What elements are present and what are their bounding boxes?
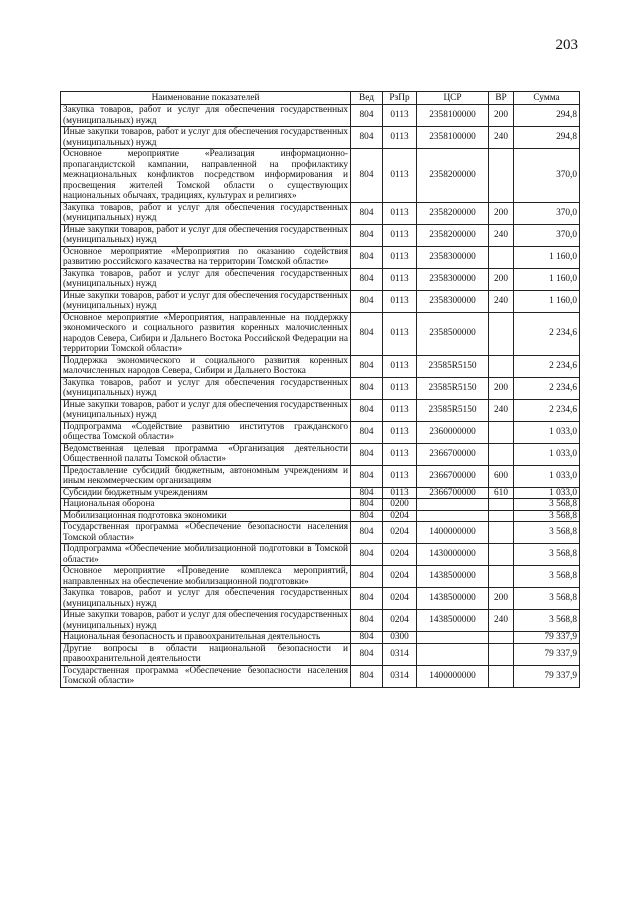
header-rzpr: РзПр: [383, 92, 417, 105]
table-row: [61, 632, 580, 644]
cell-name: Основное мероприятие «Мероприятия, направленные на поддержку экономического и социального развития коренных малочисленных народов Севера, Сибири и Дальнего Востока Российской Федерации на территории Томской области»: [61, 312, 351, 355]
table-row: [61, 610, 580, 632]
cell-vr: [489, 246, 514, 268]
cell-rzpr: 0113: [383, 399, 417, 421]
cell-vr: [489, 643, 514, 665]
table-row: [61, 149, 580, 203]
table-row: [61, 499, 580, 511]
cell-ved: 804: [351, 588, 383, 610]
cell-vr: [489, 443, 514, 465]
cell-vr: 240: [489, 290, 514, 312]
cell-csr: 2358300000: [417, 290, 489, 312]
cell-ved: 804: [351, 202, 383, 224]
cell-csr: 23585R5150: [417, 355, 489, 377]
table-row: [61, 487, 580, 499]
cell-sum: 2 234,6: [514, 377, 580, 399]
cell-name: Субсидии бюджетным учреждениям: [61, 487, 351, 499]
cell-csr: 2358200000: [417, 149, 489, 203]
cell-rzpr: 0113: [383, 312, 417, 355]
table-row: [61, 399, 580, 421]
cell-vr: 200: [489, 105, 514, 127]
cell-name: Закупка товаров, работ и услуг для обеспечения государственных (муниципальных) нужд: [61, 377, 351, 399]
cell-ved: 804: [351, 510, 383, 522]
cell-ved: 804: [351, 632, 383, 644]
table-row: [61, 377, 580, 399]
cell-sum: 1 160,0: [514, 290, 580, 312]
cell-ved: 804: [351, 355, 383, 377]
cell-sum: 3 568,8: [514, 588, 580, 610]
cell-name: Ведомственная целевая программа «Организация деятельности Общественной палаты Томской области»: [61, 443, 351, 465]
cell-sum: 79 337,9: [514, 665, 580, 687]
cell-sum: 1 033,0: [514, 465, 580, 487]
cell-name: Основное мероприятие «Мероприятия по оказанию содействия развитию российского казачества на территории Томской области»: [61, 246, 351, 268]
cell-csr: [417, 499, 489, 511]
cell-sum: 3 568,8: [514, 544, 580, 566]
cell-vr: 200: [489, 377, 514, 399]
cell-ved: 804: [351, 443, 383, 465]
cell-csr: [417, 632, 489, 644]
cell-rzpr: 0204: [383, 544, 417, 566]
cell-sum: 3 568,8: [514, 499, 580, 511]
cell-sum: 1 033,0: [514, 443, 580, 465]
header-ved: Вед: [351, 92, 383, 105]
cell-ved: 804: [351, 566, 383, 588]
cell-name: Национальная оборона: [61, 499, 351, 511]
table-row: [61, 443, 580, 465]
cell-csr: 2366700000: [417, 487, 489, 499]
cell-name: Закупка товаров, работ и услуг для обеспечения государственных (муниципальных) нужд: [61, 588, 351, 610]
cell-name: Поддержка экономического и социального развития коренных малочисленных народов Севера, Сибири и Дальнего Востока: [61, 355, 351, 377]
cell-csr: 2366700000: [417, 465, 489, 487]
cell-name: Закупка товаров, работ и услуг для обеспечения государственных (муниципальных) нужд: [61, 105, 351, 127]
cell-vr: [489, 312, 514, 355]
cell-name: Мобилизационная подготовка экономики: [61, 510, 351, 522]
cell-name: Подпрограмма «Содействие развитию институтов гражданского общества Томской области»: [61, 421, 351, 443]
cell-ved: 804: [351, 312, 383, 355]
cell-sum: 294,8: [514, 105, 580, 127]
cell-rzpr: 0113: [383, 268, 417, 290]
cell-rzpr: 0204: [383, 510, 417, 522]
cell-sum: 1 160,0: [514, 246, 580, 268]
cell-vr: 240: [489, 610, 514, 632]
cell-name: Предоставление субсидий бюджетным, автономным учреждениям и иным некоммерческим организациям: [61, 465, 351, 487]
cell-sum: 2 234,6: [514, 355, 580, 377]
cell-rzpr: 0113: [383, 224, 417, 246]
cell-sum: 3 568,8: [514, 522, 580, 544]
table-header-row: [61, 92, 580, 105]
table-row: [61, 465, 580, 487]
table-row: [61, 643, 580, 665]
table-row: [61, 566, 580, 588]
cell-csr: 2358200000: [417, 224, 489, 246]
cell-rzpr: 0113: [383, 127, 417, 149]
table-row: [61, 268, 580, 290]
table-row: [61, 522, 580, 544]
table-row: [61, 105, 580, 127]
cell-ved: 804: [351, 246, 383, 268]
cell-rzpr: 0113: [383, 202, 417, 224]
cell-sum: 1 033,0: [514, 487, 580, 499]
cell-sum: 79 337,9: [514, 632, 580, 644]
cell-name: Подпрограмма «Обеспечение мобилизационной подготовки в Томской области»: [61, 544, 351, 566]
cell-vr: [489, 566, 514, 588]
page-number: 203: [555, 37, 578, 53]
cell-ved: 804: [351, 377, 383, 399]
cell-rzpr: 0113: [383, 487, 417, 499]
cell-name: Закупка товаров, работ и услуг для обеспечения государственных (муниципальных) нужд: [61, 268, 351, 290]
cell-sum: 3 568,8: [514, 610, 580, 632]
cell-rzpr: 0204: [383, 522, 417, 544]
table-body: [61, 105, 580, 688]
cell-rzpr: 0314: [383, 643, 417, 665]
cell-name: Основное мероприятие «Реализация информационно-пропагандистской кампании, направленной на профилактику межнациональных конфликтов посредством информирования и просвещения жителей Томской области о существующих национальных обычаях, традициях, культурах и религиях»: [61, 149, 351, 203]
cell-ved: 804: [351, 149, 383, 203]
cell-rzpr: 0113: [383, 377, 417, 399]
cell-name: Основное мероприятие «Проведение комплекса мероприятий, направленных на обеспечение мобилизационной подготовки»: [61, 566, 351, 588]
cell-rzpr: 0113: [383, 443, 417, 465]
cell-sum: 1 033,0: [514, 421, 580, 443]
cell-ved: 804: [351, 399, 383, 421]
cell-name: Иные закупки товаров, работ и услуг для обеспечения государственных (муниципальных) нужд: [61, 610, 351, 632]
cell-ved: 804: [351, 268, 383, 290]
cell-csr: [417, 643, 489, 665]
cell-ved: 804: [351, 465, 383, 487]
cell-vr: [489, 522, 514, 544]
cell-name: Иные закупки товаров, работ и услуг для обеспечения государственных (муниципальных) нужд: [61, 127, 351, 149]
cell-vr: [489, 421, 514, 443]
cell-vr: 240: [489, 224, 514, 246]
cell-csr: 1438500000: [417, 610, 489, 632]
cell-rzpr: 0204: [383, 610, 417, 632]
cell-name: Государственная программа «Обеспечение безопасности населения Томской области»: [61, 665, 351, 687]
cell-ved: 804: [351, 643, 383, 665]
header-vr: ВР: [489, 92, 514, 105]
cell-rzpr: 0204: [383, 566, 417, 588]
cell-rzpr: 0113: [383, 421, 417, 443]
table-row: [61, 355, 580, 377]
cell-csr: 2358200000: [417, 202, 489, 224]
cell-rzpr: 0314: [383, 665, 417, 687]
cell-ved: 804: [351, 290, 383, 312]
cell-vr: 240: [489, 399, 514, 421]
cell-csr: 1430000000: [417, 544, 489, 566]
cell-rzpr: 0113: [383, 105, 417, 127]
cell-ved: 804: [351, 499, 383, 511]
cell-csr: 2358300000: [417, 246, 489, 268]
cell-sum: 3 568,8: [514, 510, 580, 522]
cell-rzpr: 0113: [383, 290, 417, 312]
cell-csr: 2358500000: [417, 312, 489, 355]
cell-name: Другие вопросы в области национальной безопасности и правоохранительной деятельности: [61, 643, 351, 665]
table-row: [61, 665, 580, 687]
cell-csr: 2366700000: [417, 443, 489, 465]
cell-vr: [489, 149, 514, 203]
table-row: [61, 290, 580, 312]
cell-csr: 1438500000: [417, 566, 489, 588]
cell-vr: [489, 499, 514, 511]
cell-ved: 804: [351, 421, 383, 443]
table-row: [61, 246, 580, 268]
table-row: [61, 421, 580, 443]
budget-table: [60, 91, 580, 688]
table-row: [61, 510, 580, 522]
cell-name: Государственная программа «Обеспечение безопасности населения Томской области»: [61, 522, 351, 544]
cell-sum: 294,8: [514, 127, 580, 149]
table-row: [61, 224, 580, 246]
cell-ved: 804: [351, 544, 383, 566]
cell-csr: 23585R5150: [417, 377, 489, 399]
cell-csr: 1400000000: [417, 665, 489, 687]
cell-ved: 804: [351, 127, 383, 149]
cell-ved: 804: [351, 522, 383, 544]
cell-csr: 2360000000: [417, 421, 489, 443]
cell-csr: 1438500000: [417, 588, 489, 610]
cell-vr: 200: [489, 202, 514, 224]
cell-vr: 610: [489, 487, 514, 499]
cell-name: Иные закупки товаров, работ и услуг для обеспечения государственных (муниципальных) нужд: [61, 290, 351, 312]
cell-rzpr: 0200: [383, 499, 417, 511]
cell-vr: 240: [489, 127, 514, 149]
cell-csr: 2358300000: [417, 268, 489, 290]
cell-vr: [489, 544, 514, 566]
cell-csr: [417, 510, 489, 522]
table-row: [61, 544, 580, 566]
cell-sum: 2 234,6: [514, 399, 580, 421]
cell-ved: 804: [351, 487, 383, 499]
cell-ved: 804: [351, 665, 383, 687]
cell-sum: 3 568,8: [514, 566, 580, 588]
cell-vr: 200: [489, 268, 514, 290]
cell-sum: 2 234,6: [514, 312, 580, 355]
cell-csr: 2358100000: [417, 127, 489, 149]
header-csr: ЦСР: [417, 92, 489, 105]
header-name: Наименование показателей: [61, 92, 351, 105]
table-row: [61, 312, 580, 355]
cell-rzpr: 0113: [383, 355, 417, 377]
cell-rzpr: 0113: [383, 149, 417, 203]
cell-rzpr: 0113: [383, 246, 417, 268]
cell-csr: 2358100000: [417, 105, 489, 127]
cell-sum: 79 337,9: [514, 643, 580, 665]
cell-name: Иные закупки товаров, работ и услуг для обеспечения государственных (муниципальных) нужд: [61, 224, 351, 246]
table-row: [61, 127, 580, 149]
cell-vr: 200: [489, 588, 514, 610]
cell-rzpr: 0300: [383, 632, 417, 644]
cell-vr: [489, 510, 514, 522]
cell-rzpr: 0113: [383, 465, 417, 487]
cell-name: Иные закупки товаров, работ и услуг для обеспечения государственных (муниципальных) нужд: [61, 399, 351, 421]
cell-vr: 600: [489, 465, 514, 487]
cell-csr: 23585R5150: [417, 399, 489, 421]
table-row: [61, 588, 580, 610]
table-row: [61, 202, 580, 224]
cell-rzpr: 0204: [383, 588, 417, 610]
cell-sum: 370,0: [514, 149, 580, 203]
cell-csr: 1400000000: [417, 522, 489, 544]
cell-vr: [489, 632, 514, 644]
cell-sum: 370,0: [514, 224, 580, 246]
cell-name: Закупка товаров, работ и услуг для обеспечения государственных (муниципальных) нужд: [61, 202, 351, 224]
cell-ved: 804: [351, 610, 383, 632]
cell-vr: [489, 355, 514, 377]
cell-name: Национальная безопасность и правоохранительная деятельность: [61, 632, 351, 644]
header-sum: Сумма: [514, 92, 580, 105]
cell-ved: 804: [351, 224, 383, 246]
cell-sum: 1 160,0: [514, 268, 580, 290]
cell-sum: 370,0: [514, 202, 580, 224]
cell-ved: 804: [351, 105, 383, 127]
cell-vr: [489, 665, 514, 687]
